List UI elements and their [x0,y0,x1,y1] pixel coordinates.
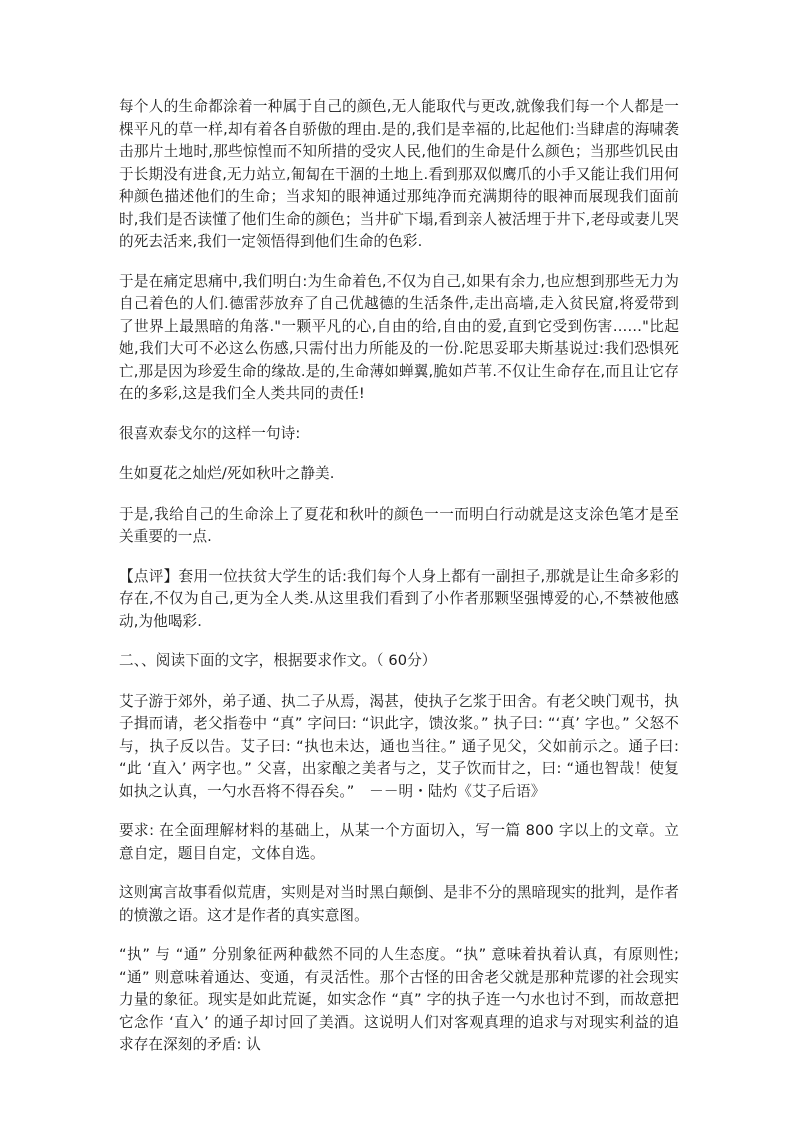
paragraph-tagore-quote: 生如夏花之灿烂/死如秋叶之静美. [119,465,335,482]
paragraph-requirements: 要求: 在全面理解材料的基础上，从某一个方面切入，写一篇 800 字以上的文章。立意自定，题目自定，文体自选。 [119,822,679,862]
paragraph-analysis: 这则寓言故事看似荒唐，实则是对当时黑白颠倒、是非不分的黑暗现实的批判，是作者的愤激之语。这才是作者的真实意图。 [119,884,679,924]
paragraph-fable: 艾子游于郊外，弟子通、执二子从焉，渴甚，使执子乞浆于田舍。有老父映门观书，执子揖而请，老父指卷中 “真” 字问曰: “识此字，馈汝浆。” 执子曰: “‘真’ 字也。” 父怒不与，执子反以告。艾子曰: “执也未达，通也当往。” 通子见父，父如前示之。通子曰: “此 ‘直入’ 两字也。” 父喜，出家酿之美者与之，艾子饮而甘之，曰: “通也智哉！使复如执之认真，一勺水吾将不得吞矣。” －－明・陆灼《艾子后语》 [119,692,679,800]
paragraph-life-colors: 每个人的生命都涂着一种属于自己的颜色,无人能取代与更改,就像我们每一个人都是一棵平凡的草一样,却有着各自骄傲的理由.是的,我们是幸福的,比起他们:当肆虐的海啸袭击那片土地时,那些惊惶而不知所措的受灾人民,他们的生命是什么颜色；当那些饥民由于长期没有进食,无力站立,匍匐在干涸的土地上.看到那双似鹰爪的小手又能让我们用何种颜色描述他们的生命；当求知的眼神通过那纯净而充满期待的眼神而展现我们面前时,我们是否读懂了他们生命的颜色；当井矿下塌,看到亲人被活埋于井下,老母或妻儿哭的死去活来,我们一定领悟得到他们生命的色彩. [119,98,679,250]
document-body [119,96,679,1074]
paragraph-comment: 【点评】套用一位扶贫大学生的话:我们每个人身上都有一副担子,那就是让生命多彩的存在,不仅为自己,更为全人类.从这里我们看到了小作者那颗坚强博爱的心,不禁被他感动,为他喝彩. [119,567,679,630]
paragraph-responsibility: 于是在痛定思痛中,我们明白:为生命着色,不仅为自己,如果有余力,也应想到那些无力为自己着色的人们.德雷莎放弃了自己优越德的生活条件,走出高墙,走入贫民窟,将爱带到了世界上最黑暗的角落."一颗平凡的心,自由的给,自由的爱,直到它受到伤害……"比起她,我们大可不必这么伤感,只需付出力所能及的一份.陀思妥耶夫斯基说过:我们恐惧死亡,那是因为珍爱生命的缘故.是的,生命薄如蝉翼,脆如芦苇.不仅让生命存在,而且让它存在的多彩,这是我们全人类共同的责任! [119,272,679,402]
paragraph-symbolism: “执” 与 “通” 分别象征两种截然不同的人生态度。“执” 意味着执着认真，有原则性; “通” 则意味着通达、变通，有灵活性。那个古怪的田舍老父就是那种荒谬的社会现实力量的象征。现实是如此荒诞，如实念作 “真” 字的执子连一勺水也讨不到，而故意把它念作 ‘直入’ 的通子却讨回了美酒。这说明人们对客观真理的追求与对现实利益的追求存在深刻的矛盾: 认 [119,946,679,1053]
paragraph-conclusion: 于是,我给自己的生命涂上了夏花和秋叶的颜色一一而明白行动就是这支涂色笔才是至关重要的一点. [119,505,679,545]
section-heading-two: 二、、阅读下面的文字，根据要求作文。（ 60分） [119,652,437,669]
paragraph-tagore-intro: 很喜欢泰戈尔的这样一句诗: [119,424,301,442]
